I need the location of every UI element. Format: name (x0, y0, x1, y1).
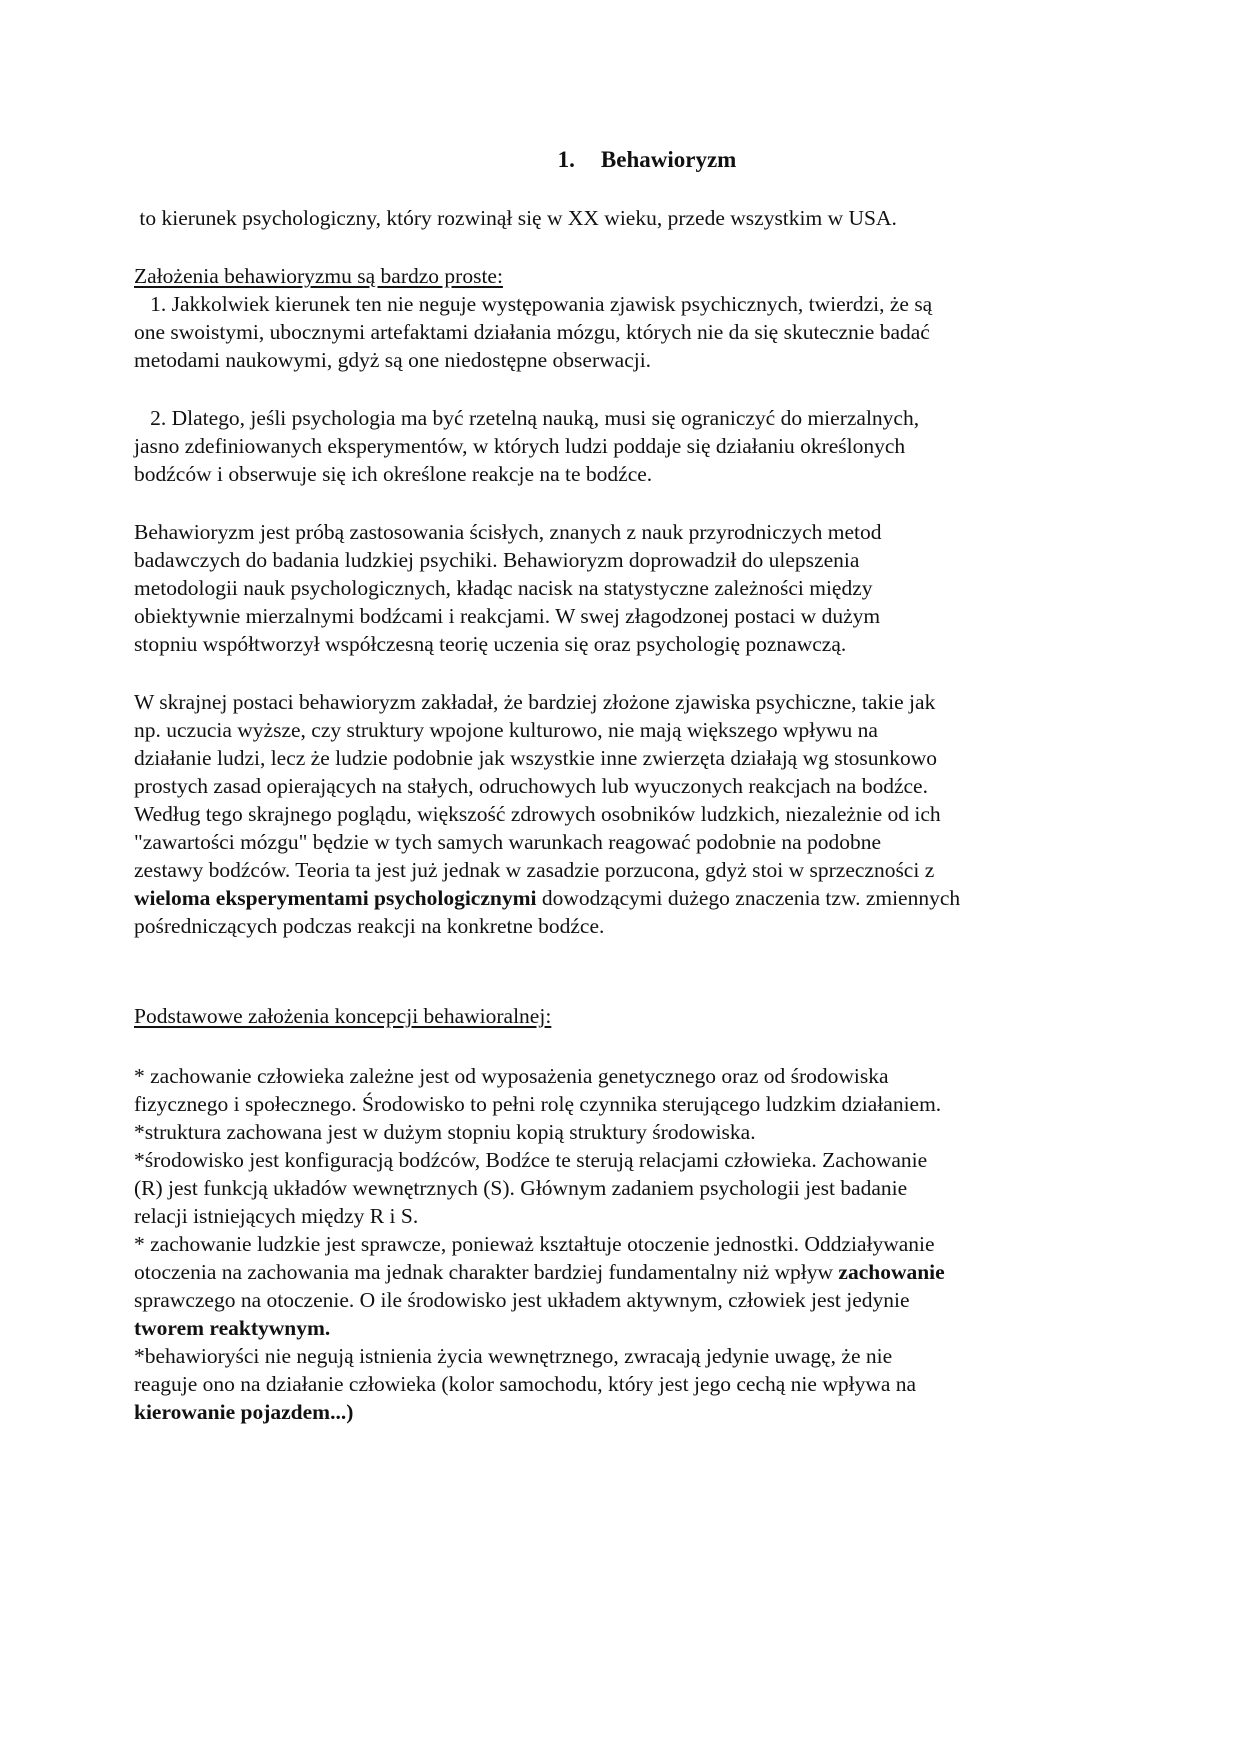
heading-zalozenia (134, 262, 1120, 290)
text-run: "zawartości mózgu" będzie w tych samych warunkach reagować podobnie na podobne (134, 830, 882, 854)
text-line (134, 800, 1120, 828)
text-line (134, 856, 1120, 884)
text-run: kierowanie pojazdem...) (134, 1400, 354, 1424)
point-2-paragraph (134, 404, 1120, 488)
text-line (134, 1174, 1120, 1202)
text-line (134, 204, 1120, 232)
text-run: *behawioryści nie negują istnienia życia wewnętrznego, zwracają jedynie uwagę, że nie (134, 1344, 893, 1368)
text-run: metodami naukowymi, gdyż są one niedostępne obserwacji. (134, 348, 652, 372)
text-run: * zachowanie ludzkie jest sprawcze, ponieważ kształtuje otoczenie jednostki. Oddziaływanie (134, 1232, 935, 1256)
text-run: np. uczucia wyższe, czy struktury wpojone kulturowo, nie mają większego wpływu na (134, 718, 878, 742)
text-line (134, 1258, 1120, 1286)
text-line (134, 404, 1120, 432)
text-run: Według tego skrajnego poglądu, większość zdrowych osobników ludzkich, niezależnie od ich (134, 802, 941, 826)
text-run: metodologii nauk psychologicznych, kładąc nacisk na statystyczne zależności między (134, 576, 873, 600)
text-line (134, 1398, 1120, 1426)
text-run: zestawy bodźców. Teoria ta jest już jednak w zasadzie porzucona, gdyż stoi w sprzeczności z (134, 858, 935, 882)
text-run: reaguje ono na działanie człowieka (kolor samochodu, który jest jego cechą nie wpływa na (134, 1372, 917, 1396)
text-run: jasno zdefiniowanych eksperymentów, w których ludzi poddaje się działaniu określonych (134, 434, 906, 458)
text-line (134, 290, 1120, 318)
document-title (154, 146, 1140, 174)
document-content (134, 146, 1120, 1456)
title-text: Behawioryzm (600, 147, 737, 172)
text-line (134, 630, 1120, 658)
text-line (134, 1342, 1120, 1370)
text-run: otoczenia na zachowania ma jednak charakter bardziej fundamentalny niż wpływ (134, 1260, 839, 1284)
text-line (134, 716, 1120, 744)
text-run: badawczych do badania ludzkiej psychiki. Behawioryzm doprowadził do ulepszenia (134, 548, 860, 572)
text-run: tworem reaktywnym. (134, 1316, 331, 1340)
text-line (134, 1286, 1120, 1314)
text-line (134, 828, 1120, 856)
text-run: one swoistymi, ubocznymi artefaktami działania mózgu, których nie da się skutecznie badać (134, 320, 930, 344)
text-line (134, 1146, 1120, 1174)
text-run: stopniu współtworzył współczesną teorię uczenia się oraz psychologię poznawczą. (134, 632, 847, 656)
intro-paragraph (134, 204, 1120, 232)
text-line (134, 574, 1120, 602)
text-line (134, 432, 1120, 460)
text-run: bodźców i obserwuje się ich określone reakcje na te bodźce. (134, 462, 653, 486)
text-line (134, 1118, 1120, 1146)
text-run: prostych zasad opierających na stałych, odruchowych lub wyuczonych reakcjach na bodźce. (134, 774, 928, 798)
text-line (134, 744, 1120, 772)
text-line (134, 346, 1120, 374)
text-run: sprawczego na otoczenie. O ile środowisko jest układem aktywnym, człowiek jest jedynie (134, 1288, 910, 1312)
text-run: 2. Dlatego, jeśli psychologia ma być rzetelną nauką, musi się ograniczyć do mierzalnych, (134, 406, 920, 430)
document-blocks (134, 204, 1120, 1426)
text-line (134, 912, 1120, 940)
text-run: (R) jest funkcją układów wewnętrznych (S). Głównym zadaniem psychologii jest badanie (134, 1176, 908, 1200)
text-line (134, 884, 1120, 912)
text-line (134, 772, 1120, 800)
text-line (134, 518, 1120, 546)
text-run: 1. Jakkolwiek kierunek ten nie neguje występowania zjawisk psychicznych, twierdzi, że są (134, 292, 933, 316)
point-1-paragraph (134, 290, 1120, 374)
text-line (134, 318, 1120, 346)
text-run: Behawioryzm jest próbą zastosowania ścisłych, znanych z nauk przyrodniczych metod (134, 520, 882, 544)
text-run: W skrajnej postaci behawioryzm zakładał, że bardziej złożone zjawiska psychiczne, takie jak (134, 690, 936, 714)
text-run: fizycznego i społecznego. Środowisko to pełni rolę czynnika sterującego ludzkim działaniem. (134, 1092, 942, 1116)
text-run: * zachowanie człowieka zależne jest od wyposażenia genetycznego oraz od środowiska (134, 1064, 889, 1088)
text-run: wieloma eksperymentami psychologicznymi (134, 886, 537, 910)
text-line (134, 1230, 1120, 1258)
text-line (134, 1062, 1120, 1090)
text-line (134, 1370, 1120, 1398)
text-line (134, 688, 1120, 716)
text-run: Założenia behawioryzmu są bardzo proste: (134, 264, 503, 288)
text-line (134, 602, 1120, 630)
text-run: Podstawowe założenia koncepcji behawioralnej: (134, 1004, 552, 1028)
bullet-list-paragraph (134, 1062, 1120, 1426)
text-run: dowodzącymi dużego znaczenia tzw. zmiennych (536, 886, 961, 910)
text-line (134, 460, 1120, 488)
text-run: *struktura zachowana jest w dużym stopniu kopią struktury środowiska. (134, 1120, 756, 1144)
text-run: zachowanie (838, 1260, 945, 1284)
text-run: *środowisko jest konfiguracją bodźców, Bodźce te sterują relacjami człowieka. Zachowanie (134, 1148, 928, 1172)
text-run: obiektywnie mierzalnymi bodźcami i reakcjami. W swej złagodzonej postaci w dużym (134, 604, 881, 628)
text-run: relacji istniejących między R i S. (134, 1204, 419, 1228)
text-line (134, 546, 1120, 574)
text-line (134, 1002, 1120, 1030)
paragraph-skrajna-postac (134, 688, 1120, 940)
text-line (134, 1314, 1120, 1342)
heading-podstawowe-zalozenia (134, 1002, 1120, 1030)
text-line (134, 1202, 1120, 1230)
text-run: pośredniczących podczas reakcji na konkretne bodźce. (134, 914, 605, 938)
paragraph-behawioryzm-metody (134, 518, 1120, 658)
title-number: 1. (557, 147, 575, 172)
text-line (134, 262, 1120, 290)
text-line (134, 1090, 1120, 1118)
text-run: działanie ludzi, lecz że ludzie podobnie jak wszystkie inne zwierzęta działają wg stosunkowo (134, 746, 937, 770)
text-run: to kierunek psychologiczny, który rozwinął się w XX wieku, przede wszystkim w USA. (134, 206, 897, 230)
